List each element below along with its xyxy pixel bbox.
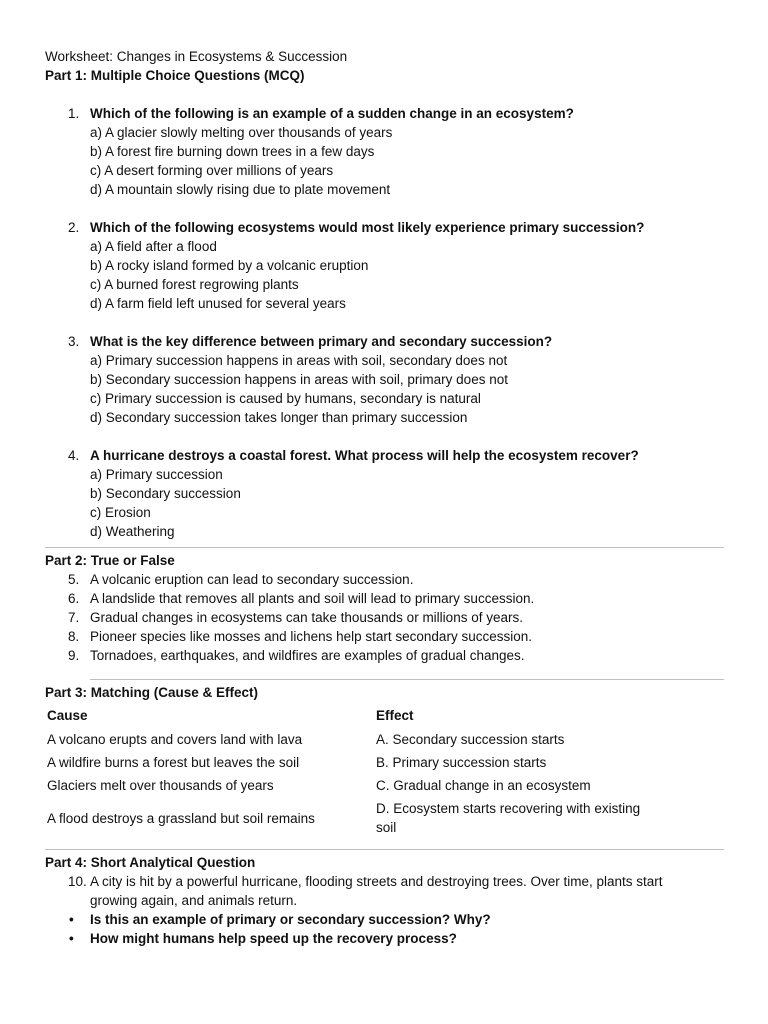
effect-cell: D. Ecosystem starts recovering with existing soil: [376, 801, 641, 835]
item-number: 5.: [68, 572, 80, 587]
true-false-item: [45, 627, 724, 646]
bullet-text: How might humans help speed up the recovery process?: [90, 931, 457, 946]
analytical-question: [45, 872, 724, 910]
answer-option: d) A farm field left unused for several years: [90, 296, 346, 311]
answer-option: b) Secondary succession happens in areas with soil, primary does not: [90, 372, 508, 387]
answer-option: b) A forest fire burning down trees in a few days: [90, 144, 375, 159]
answer-option: b) A rocky island formed by a volcanic eruption: [90, 258, 369, 273]
worksheet-page: [45, 47, 724, 948]
answer-option: a) A field after a flood: [90, 239, 217, 254]
question-stem: A hurricane destroys a coastal forest. What process will help the ecosystem recover?: [90, 448, 639, 463]
question-number: 3.: [68, 334, 80, 349]
mcq-question-4: [45, 446, 724, 541]
question-number: 10.: [68, 874, 87, 889]
true-false-item: [45, 608, 724, 627]
table-header-row: [45, 702, 724, 728]
mcq-question-1: [45, 104, 724, 199]
answer-option: a) Primary succession happens in areas with soil, secondary does not: [90, 353, 508, 368]
bullet-icon: •: [69, 912, 74, 927]
cause-column-header: Cause: [47, 707, 88, 723]
true-false-list: [45, 570, 724, 665]
answer-option: a) Primary succession: [90, 467, 223, 482]
table-row: [45, 774, 724, 797]
answer-option: c) A burned forest regrowing plants: [90, 277, 299, 292]
question-number: 1.: [68, 106, 80, 121]
effect-column-header: Effect: [376, 707, 414, 723]
answer-option: b) Secondary succession: [90, 486, 241, 501]
bullet-icon: •: [69, 931, 74, 946]
answer-option: d) A mountain slowly rising due to plate movement: [90, 182, 391, 197]
answer-option: d) Weathering: [90, 524, 175, 539]
true-false-item: [45, 570, 724, 589]
cause-cell: Glaciers melt over thousands of years: [47, 778, 274, 793]
worksheet-title: Worksheet: Changes in Ecosystems & Succession: [45, 49, 348, 64]
answer-option: c) A desert forming over millions of years: [90, 163, 334, 178]
part3-heading: Part 3: Matching (Cause & Effect): [45, 685, 259, 700]
question-number: 2.: [68, 220, 80, 235]
part4-heading: Part 4: Short Analytical Question: [45, 855, 256, 870]
cause-cell: A volcano erupts and covers land with lava: [47, 732, 303, 747]
item-text: A volcanic eruption can lead to secondary succession.: [90, 572, 414, 587]
item-number: 6.: [68, 591, 80, 606]
part1-heading: Part 1: Multiple Choice Questions (MCQ): [45, 68, 305, 83]
table-row: [45, 751, 724, 774]
effect-cell: A. Secondary succession starts: [376, 732, 565, 747]
item-text: Tornadoes, earthquakes, and wildfires are examples of gradual changes.: [90, 648, 525, 663]
question-number: 4.: [68, 448, 80, 463]
effect-cell: B. Primary succession starts: [376, 755, 547, 770]
true-false-item: [45, 589, 724, 608]
question-stem: Which of the following ecosystems would most likely experience primary succession?: [90, 220, 645, 235]
answer-option: d) Secondary succession takes longer than primary succession: [90, 410, 468, 425]
cause-cell: A wildfire burns a forest but leaves the soil: [47, 755, 300, 770]
bullet-item: [45, 910, 724, 929]
mcq-question-3: [45, 332, 724, 427]
question-stem: Which of the following is an example of a sudden change in an ecosystem?: [90, 106, 574, 121]
answer-option: c) Primary succession is caused by humans, secondary is natural: [90, 391, 481, 406]
answer-option: c) Erosion: [90, 505, 151, 520]
part2-heading: Part 2: True or False: [45, 553, 175, 568]
effect-cell: C. Gradual change in an ecosystem: [376, 778, 591, 793]
item-number: 7.: [68, 610, 80, 625]
item-number: 8.: [68, 629, 80, 644]
cause-cell: A flood destroys a grassland but soil remains: [47, 810, 315, 826]
question-text: A city is hit by a powerful hurricane, flooding streets and destroying trees. Over time, plants start growing again, and animals return.: [90, 874, 663, 908]
table-row: [45, 797, 724, 839]
mcq-question-2: [45, 218, 724, 313]
answer-option: a) A glacier slowly melting over thousands of years: [90, 125, 393, 140]
bullet-text: Is this an example of primary or secondary succession? Why?: [90, 912, 491, 927]
matching-table: [45, 702, 724, 839]
section-divider: [45, 849, 724, 850]
item-number: 9.: [68, 648, 80, 663]
item-text: Pioneer species like mosses and lichens help start secondary succession.: [90, 629, 532, 644]
table-row: [45, 728, 724, 751]
true-false-item: [45, 646, 724, 665]
section-divider: [90, 679, 724, 680]
bullet-item: [45, 929, 724, 948]
item-text: Gradual changes in ecosystems can take thousands or millions of years.: [90, 610, 523, 625]
item-text: A landslide that removes all plants and soil will lead to primary succession.: [90, 591, 535, 606]
section-divider: [45, 547, 724, 548]
question-stem: What is the key difference between primary and secondary succession?: [90, 334, 553, 349]
